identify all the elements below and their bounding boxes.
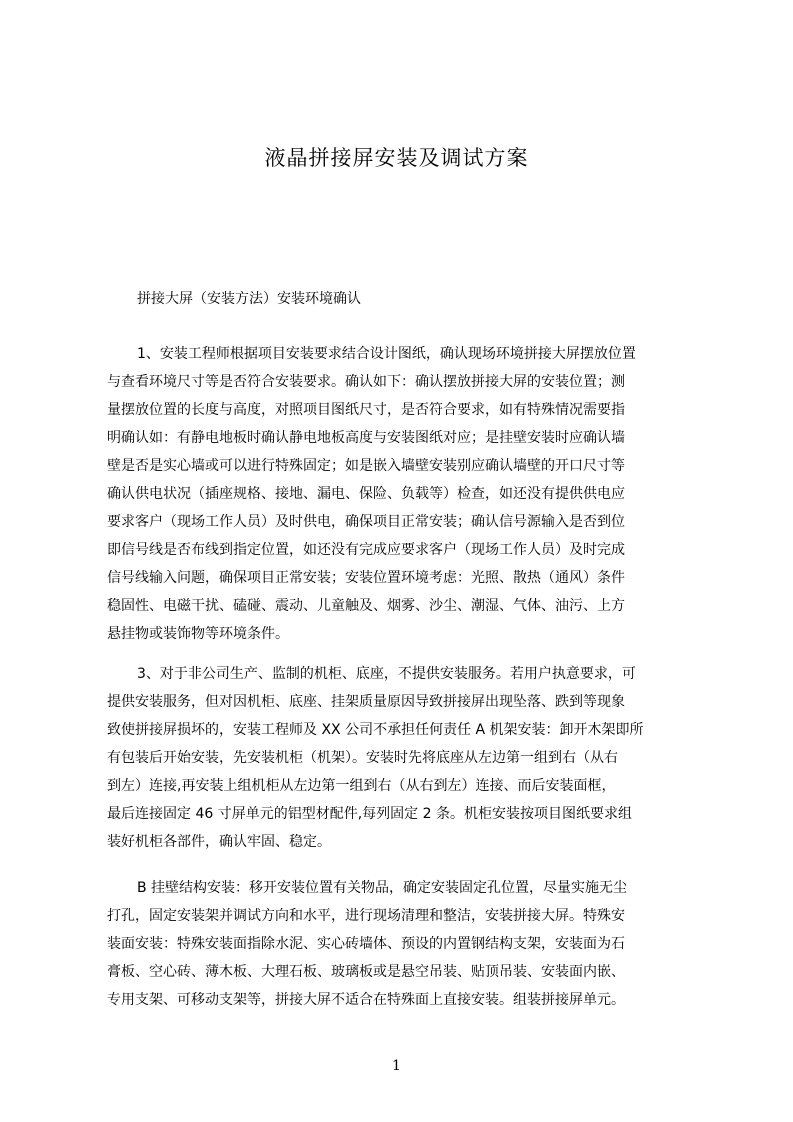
paragraph-line: 要求客户（现场工作人员）及时供电，确保项目正常安装；确认信号源输入是否到位	[107, 514, 625, 530]
page-number: 1	[392, 1058, 401, 1074]
paragraph-line: 稳固性、电磁干扰、磕碰、震动、儿童触及、烟雾、沙尘、潮湿、气体、油污、上方	[107, 598, 625, 614]
paragraph-line: 即信号线是否布线到指定位置，如还没有完成应要求客户（现场工作人员）及时完成	[107, 542, 625, 558]
paragraph-line: 确认供电状况（插座规格、接地、漏电、保险、负载等）检查，如还没有提供供电应	[107, 486, 625, 502]
paragraph-line: 到左）连接,再安装上组机柜从左边第一组到右（从右到左）连接、而后安装面框，	[107, 778, 616, 794]
paragraph-line: 量摆放位置的长度与高度，对照项目图纸尺寸，是否符合要求，如有特殊情况需要指	[107, 402, 625, 418]
document-title: 液晶拼接屏安装及调试方案	[264, 146, 529, 170]
paragraph-line: 最后连接固定 46 寸屏单元的铝型材配件,每列固定 2 条。机柜安装按项目图纸要求组	[107, 806, 632, 822]
paragraph-line: 专用支架、可移动支架等，拼接大屏不适合在特殊面上直接安装。组装拼接屏单元。	[107, 992, 625, 1008]
section-heading: 拼接大屏（安装方法）安装环境确认	[137, 291, 361, 307]
paragraph-line: 装好机柜各部件，确认牢固、稳定。	[107, 834, 331, 850]
paragraph-line: 膏板、空心砖、薄木板、大理石板、玻璃板或是悬空吊装、贴顶吊装、安装面内嵌、	[107, 964, 625, 980]
paragraph-line: 1、安装工程师根据项目安装要求结合设计图纸，确认现场环境拼接大屏摆放位置	[137, 346, 636, 362]
paragraph-line: 信号线输入问题，确保项目正常安装；安装位置环境考虑：光照、散热（通风）条件	[107, 570, 625, 586]
paragraph-line: 打孔，固定安装架并调试方向和水平，进行现场清理和整洁，安装拼接大屏。特殊安	[107, 908, 625, 924]
paragraph-line: 装面安装：特殊安装面指除水泥、实心砖墙体、预设的内置钢结构支架，安装面为石	[107, 936, 625, 952]
paragraph-line: 与查看环境尺寸等是否符合安装要求。确认如下：确认摆放拼接大屏的安装位置；测	[107, 374, 625, 390]
paragraph-line: 有包装后开始安装，先安装机柜（机架）。安装时先将底座从左边第一组到右（从右	[107, 750, 618, 766]
paragraph-line: 悬挂物或装饰物等环境条件。	[107, 626, 289, 642]
paragraph-line: 壁是否是实心墙或可以进行特殊固定；如是嵌入墙壁安装别应确认墙壁的开口尺寸等	[107, 458, 625, 474]
paragraph-line: 3、对于非公司生产、监制的机柜、底座，不提供安装服务。若用户执意要求，可	[137, 666, 636, 682]
paragraph-line: 明确认如：有静电地板时确认静电地板高度与安装图纸对应；是挂壁安装时应确认墙	[107, 430, 625, 446]
paragraph-line: B 挂壁结构安装：移开安装位置有关物品，确定安装固定孔位置，尽量实施无尘	[137, 880, 628, 896]
paragraph-line: 提供安装服务，但对因机柜、底座、挂架质量原因导致拼接屏出现坠落、跌到等现象	[107, 694, 625, 710]
paragraph-line: 致使拼接屏损坏的，安装工程师及 XX 公司不承担任何责任 A 机架安装：卸开木架即所	[107, 722, 644, 738]
